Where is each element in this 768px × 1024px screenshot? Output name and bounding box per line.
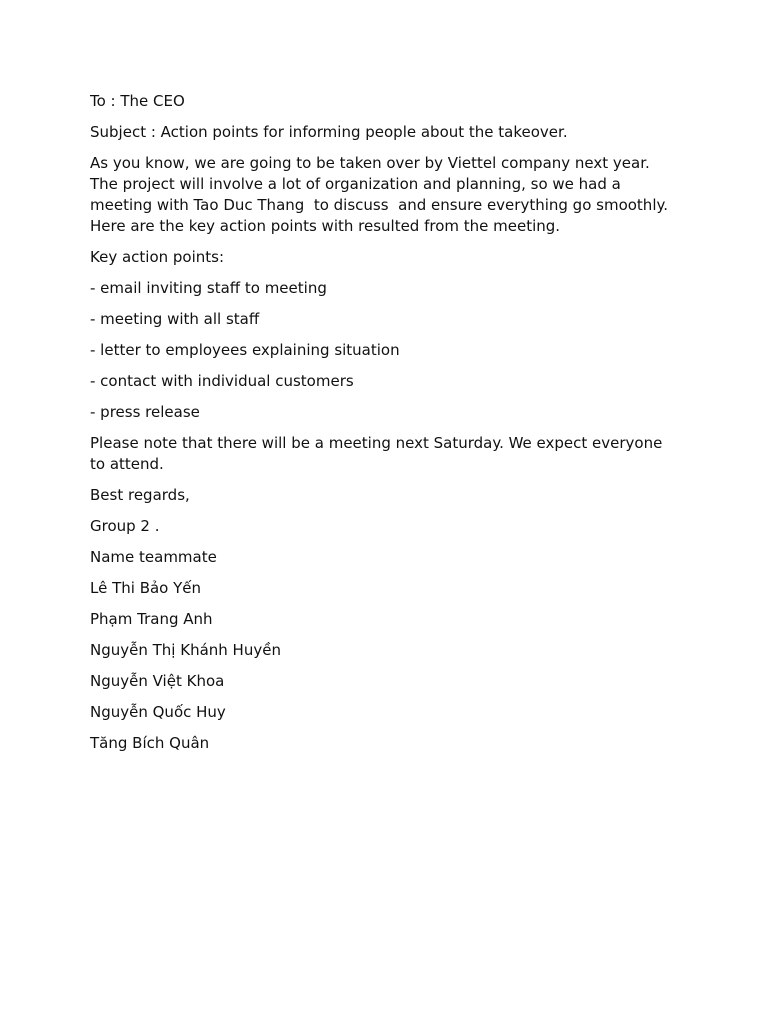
action-point-item: - press release [90, 403, 200, 421]
letter-document [90, 91, 690, 764]
action-point-item: - letter to employees explaining situation [90, 341, 400, 359]
subject-line: Subject : Action points for informing people about the takeover. [90, 123, 568, 141]
action-point-item: - meeting with all staff [90, 310, 260, 328]
intro-line: meeting with Tao Duc Thang to discuss and ensure everything go smoothly. [90, 196, 668, 214]
teammate-name: Nguyễn Thị Khánh Huyền [90, 641, 281, 659]
note-line: to attend. [90, 455, 164, 473]
intro-line: As you know, we are going to be taken over by Viettel company next year. [90, 154, 650, 172]
key-points-heading: Key action points: [90, 248, 225, 266]
group-line: Group 2 . [90, 517, 160, 535]
closing-line: Best regards, [90, 486, 190, 504]
teammate-name: Phạm Trang Anh [90, 610, 213, 628]
teammate-name: Nguyễn Việt Khoa [90, 672, 225, 690]
teammate-heading: Name teammate [90, 548, 217, 566]
intro-line: The project will involve a lot of organization and planning, so we had a [90, 175, 621, 193]
intro-line: Here are the key action points with resulted from the meeting. [90, 217, 561, 235]
note-line: Please note that there will be a meeting next Saturday. We expect everyone [90, 434, 663, 452]
recipient-line: To : The CEO [90, 92, 185, 110]
action-point-item: - email inviting staff to meeting [90, 279, 327, 297]
intro-paragraph [90, 153, 690, 237]
teammate-name: Lê Thi Bảo Yến [90, 579, 202, 597]
teammate-name: Nguyễn Quốc Huy [90, 703, 226, 721]
action-point-item: - contact with individual customers [90, 372, 354, 390]
note-paragraph [90, 433, 690, 475]
teammate-name: Tăng Bích Quân [90, 734, 210, 752]
